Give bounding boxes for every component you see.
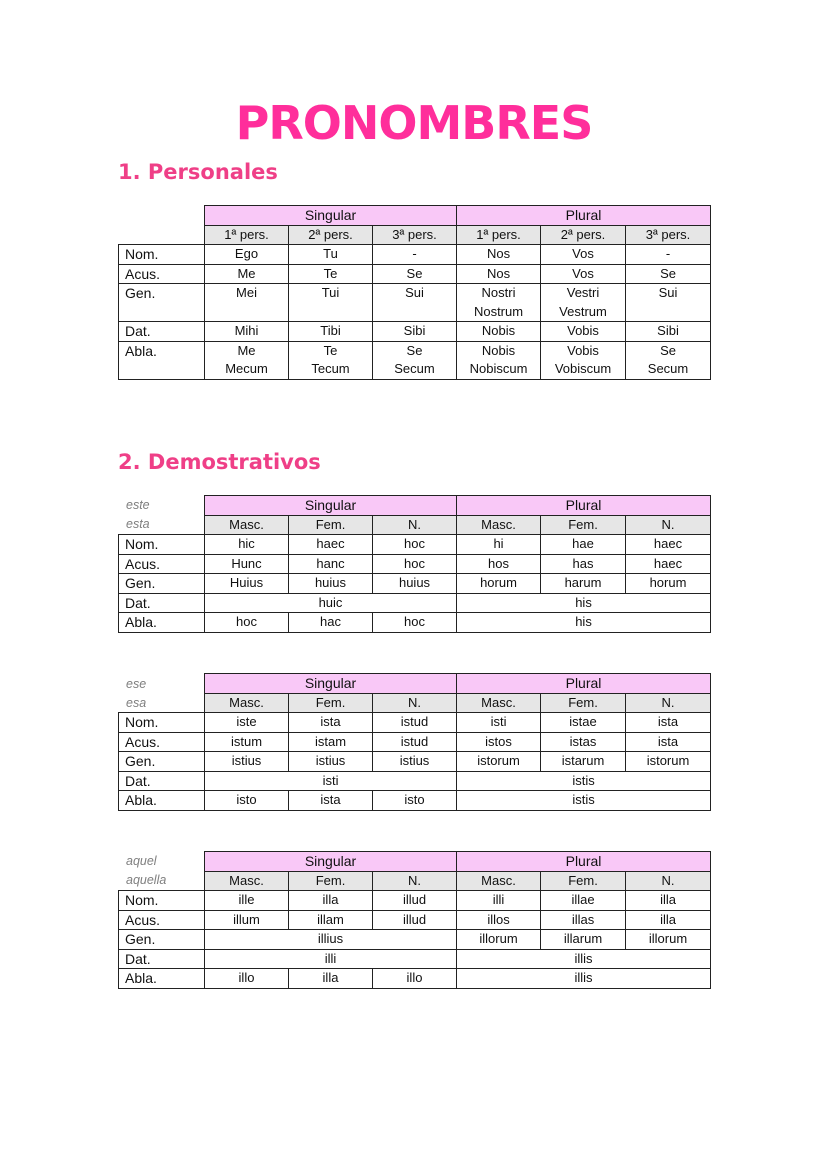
table-cell: illam xyxy=(289,910,373,930)
table-cell: horum xyxy=(457,574,541,594)
table-cell: ista xyxy=(289,713,373,733)
table-cell xyxy=(457,341,541,379)
column-header: Fem. xyxy=(541,871,626,891)
table-cell: ille xyxy=(205,891,289,911)
table-row xyxy=(119,791,711,811)
cell-line: Nobiscum xyxy=(469,361,528,376)
table-cell: haec xyxy=(626,535,711,555)
table-row xyxy=(119,910,711,930)
singular-merged-cell: illi xyxy=(205,949,457,969)
table-row xyxy=(119,284,711,322)
cell-line: Nostri xyxy=(481,285,516,300)
case-label: Acus. xyxy=(119,732,205,752)
case-label: Gen. xyxy=(119,284,205,322)
table-cell: hoc xyxy=(373,535,457,555)
table-row xyxy=(119,969,711,989)
column-header: 3ª pers. xyxy=(626,225,711,245)
table-cell: ista xyxy=(289,791,373,811)
subheader-row xyxy=(119,693,711,713)
column-header: N. xyxy=(626,515,711,535)
case-label: Dat. xyxy=(119,593,205,613)
table-row xyxy=(119,891,711,911)
singular-merged-cell: isti xyxy=(205,771,457,791)
column-header: Masc. xyxy=(457,871,541,891)
table-cell xyxy=(541,284,626,322)
table-cell: illa xyxy=(626,910,711,930)
column-header: N. xyxy=(626,693,711,713)
table-cell: hic xyxy=(205,535,289,555)
cell-line: Se xyxy=(406,342,423,358)
table-cell: huius xyxy=(373,574,457,594)
table-row xyxy=(119,949,711,969)
table-cell: illae xyxy=(541,891,626,911)
table-cell: hoc xyxy=(205,613,289,633)
table-cell xyxy=(289,284,373,322)
table-cell: hanc xyxy=(289,554,373,574)
column-header: Fem. xyxy=(289,693,373,713)
table-cell: istius xyxy=(289,752,373,772)
table-cell: illa xyxy=(289,969,373,989)
cell-line: Vestrum xyxy=(559,303,607,319)
table-row xyxy=(119,613,711,633)
table-cell: hae xyxy=(541,535,626,555)
table-row xyxy=(119,771,711,791)
cell-line: Te xyxy=(323,342,338,358)
table-row xyxy=(119,264,711,284)
table-cell: illa xyxy=(626,891,711,911)
case-label: Acus. xyxy=(119,910,205,930)
table-cell: has xyxy=(541,554,626,574)
table-cell xyxy=(289,341,373,379)
column-header: N. xyxy=(373,871,457,891)
table-cell: istae xyxy=(541,713,626,733)
plural-merged-cell: his xyxy=(457,613,711,633)
column-header: Masc. xyxy=(457,693,541,713)
table-cell: isti xyxy=(457,713,541,733)
table-cell: iste xyxy=(205,713,289,733)
cell-line: Vobiscum xyxy=(554,361,612,376)
table-cell: Nos xyxy=(457,264,541,284)
table-cell: Se xyxy=(626,264,711,284)
page-title: PRONOMBRES xyxy=(235,96,593,150)
table-row xyxy=(119,732,711,752)
gloss-word: esta xyxy=(126,517,150,531)
subheader-row xyxy=(119,225,711,245)
table-cell xyxy=(205,284,289,322)
column-header: Fem. xyxy=(541,693,626,713)
table-cell xyxy=(373,341,457,379)
singular-merged-cell: huic xyxy=(205,593,457,613)
table-cell: ista xyxy=(626,713,711,733)
cell-line: Tecum xyxy=(311,361,350,376)
group-header-row xyxy=(119,496,711,516)
cell-line: Mei xyxy=(236,285,257,300)
table-cell: ista xyxy=(626,732,711,752)
table-cell: hoc xyxy=(373,613,457,633)
corner-blank xyxy=(119,225,205,245)
table-cell: istius xyxy=(373,752,457,772)
table-cell: isto xyxy=(205,791,289,811)
table-cell: illas xyxy=(541,910,626,930)
corner-blank xyxy=(119,496,205,516)
table-cell: Vobis xyxy=(541,322,626,342)
table-cell: Ego xyxy=(205,245,289,265)
column-header: N. xyxy=(373,693,457,713)
table-cell: Se xyxy=(373,264,457,284)
case-label: Gen. xyxy=(119,930,205,950)
table-cell: Te xyxy=(289,264,373,284)
corner-blank xyxy=(119,674,205,694)
table-row xyxy=(119,341,711,379)
table-cell: istorum xyxy=(457,752,541,772)
plural-merged-cell: illis xyxy=(457,969,711,989)
gloss-word: aquella xyxy=(126,873,167,887)
table-cell: hos xyxy=(457,554,541,574)
table-cell: Mihi xyxy=(205,322,289,342)
cell-line: Mecum xyxy=(225,361,268,376)
column-header: 2ª pers. xyxy=(289,225,373,245)
cell-line: Vestri xyxy=(566,285,600,300)
table-cell: Nos xyxy=(457,245,541,265)
corner-blank xyxy=(119,871,205,891)
column-header: 2ª pers. xyxy=(541,225,626,245)
column-header: Fem. xyxy=(289,871,373,891)
case-label: Gen. xyxy=(119,574,205,594)
table-cell: illorum xyxy=(626,930,711,950)
gloss-word: aquel xyxy=(126,854,157,868)
cell-line: Secum xyxy=(647,361,689,376)
table-cell: illa xyxy=(289,891,373,911)
table-cell: Me xyxy=(205,264,289,284)
table-cell: Nobis xyxy=(457,322,541,342)
table-cell: istas xyxy=(541,732,626,752)
case-label: Dat. xyxy=(119,322,205,342)
plural-merged-cell: istis xyxy=(457,791,711,811)
plural-merged-cell: illis xyxy=(457,949,711,969)
cell-line: Nostrum xyxy=(473,303,524,319)
table-row xyxy=(119,593,711,613)
table-cell: illos xyxy=(457,910,541,930)
gloss-word: ese xyxy=(126,677,147,691)
table-cell: harum xyxy=(541,574,626,594)
group-header-row xyxy=(119,852,711,872)
singular-merged-cell: illius xyxy=(205,930,457,950)
table-cell: illi xyxy=(457,891,541,911)
table-cell: Tu xyxy=(289,245,373,265)
column-header: Fem. xyxy=(289,515,373,535)
table-row xyxy=(119,930,711,950)
table-cell: haec xyxy=(289,535,373,555)
table-cell: - xyxy=(626,245,711,265)
table-cell: hac xyxy=(289,613,373,633)
table-cell: - xyxy=(373,245,457,265)
case-label: Dat. xyxy=(119,771,205,791)
table-cell: istarum xyxy=(541,752,626,772)
table-cell: illud xyxy=(373,891,457,911)
plural-merged-cell: his xyxy=(457,593,711,613)
subheader-row xyxy=(119,515,711,535)
table-cell: istos xyxy=(457,732,541,752)
cell-line: Tui xyxy=(321,285,340,300)
column-header: N. xyxy=(626,871,711,891)
case-label: Nom. xyxy=(119,535,205,555)
case-label: Nom. xyxy=(119,713,205,733)
cell-line: Sui xyxy=(658,285,678,300)
column-header: Masc. xyxy=(205,871,289,891)
case-label: Nom. xyxy=(119,245,205,265)
group-header-plural: Plural xyxy=(457,674,711,694)
table-cell xyxy=(541,341,626,379)
table-cell: Vos xyxy=(541,264,626,284)
table-row xyxy=(119,574,711,594)
table-cell: istorum xyxy=(626,752,711,772)
table-cell: istud xyxy=(373,713,457,733)
case-label: Acus. xyxy=(119,264,205,284)
cell-line: Sui xyxy=(405,285,424,300)
group-header-plural: Plural xyxy=(457,852,711,872)
table-cell: hi xyxy=(457,535,541,555)
cell-line: Nobis xyxy=(481,342,516,358)
case-label: Abla. xyxy=(119,969,205,989)
table-cell: istum xyxy=(205,732,289,752)
table-cell: illud xyxy=(373,910,457,930)
case-label: Abla. xyxy=(119,791,205,811)
table-cell: huius xyxy=(289,574,373,594)
case-label: Nom. xyxy=(119,891,205,911)
table-cell: Tibi xyxy=(289,322,373,342)
demonstrative-table-ille xyxy=(118,851,711,989)
table-cell: Sibi xyxy=(626,322,711,342)
gloss-word: este xyxy=(126,498,150,512)
table-cell: haec xyxy=(626,554,711,574)
section-title-personales: 1. Personales xyxy=(118,160,278,184)
case-label: Dat. xyxy=(119,949,205,969)
table-cell: Vos xyxy=(541,245,626,265)
table-cell: horum xyxy=(626,574,711,594)
cell-line: Me xyxy=(237,342,256,358)
case-label: Acus. xyxy=(119,554,205,574)
table-cell xyxy=(205,341,289,379)
plural-merged-cell: istis xyxy=(457,771,711,791)
table-cell: hoc xyxy=(373,554,457,574)
group-header-plural: Plural xyxy=(457,206,711,226)
table-cell: istam xyxy=(289,732,373,752)
corner-blank xyxy=(119,515,205,535)
demonstrative-table-iste xyxy=(118,673,711,811)
column-header: Masc. xyxy=(457,515,541,535)
personal-pronouns-table xyxy=(118,205,711,380)
cell-line: Se xyxy=(660,342,676,358)
section-title-demostrativos: 2. Demostrativos xyxy=(118,450,321,474)
group-header-plural: Plural xyxy=(457,496,711,516)
corner-blank xyxy=(119,852,205,872)
table-cell: illo xyxy=(373,969,457,989)
table-row xyxy=(119,245,711,265)
table-cell xyxy=(626,341,711,379)
table-row xyxy=(119,554,711,574)
table-cell: illum xyxy=(205,910,289,930)
corner-blank xyxy=(119,206,205,226)
column-header: N. xyxy=(373,515,457,535)
column-header: 1ª pers. xyxy=(457,225,541,245)
table-cell: Sibi xyxy=(373,322,457,342)
demonstrative-table-hic xyxy=(118,495,711,633)
table-cell: illarum xyxy=(541,930,626,950)
group-header-row xyxy=(119,206,711,226)
table-row xyxy=(119,713,711,733)
table-row xyxy=(119,535,711,555)
table-row xyxy=(119,322,711,342)
table-cell: istius xyxy=(205,752,289,772)
column-header: Masc. xyxy=(205,515,289,535)
column-header: 3ª pers. xyxy=(373,225,457,245)
group-header-singular: Singular xyxy=(205,852,457,872)
table-cell: illorum xyxy=(457,930,541,950)
cell-line: Secum xyxy=(394,361,435,376)
case-label: Gen. xyxy=(119,752,205,772)
table-row xyxy=(119,752,711,772)
group-header-singular: Singular xyxy=(205,496,457,516)
group-header-row xyxy=(119,674,711,694)
column-header: Fem. xyxy=(541,515,626,535)
corner-blank xyxy=(119,693,205,713)
table-cell: isto xyxy=(373,791,457,811)
gloss-word: esa xyxy=(126,696,147,710)
subheader-row xyxy=(119,871,711,891)
table-cell xyxy=(373,284,457,322)
table-cell: Hunc xyxy=(205,554,289,574)
table-cell xyxy=(457,284,541,322)
group-header-singular: Singular xyxy=(205,674,457,694)
table-cell: Huius xyxy=(205,574,289,594)
column-header: Masc. xyxy=(205,693,289,713)
case-label: Abla. xyxy=(119,341,205,379)
table-cell xyxy=(626,284,711,322)
group-header-singular: Singular xyxy=(205,206,457,226)
table-cell: istud xyxy=(373,732,457,752)
column-header: 1ª pers. xyxy=(205,225,289,245)
cell-line: Vobis xyxy=(567,342,599,358)
table-cell: illo xyxy=(205,969,289,989)
case-label: Abla. xyxy=(119,613,205,633)
